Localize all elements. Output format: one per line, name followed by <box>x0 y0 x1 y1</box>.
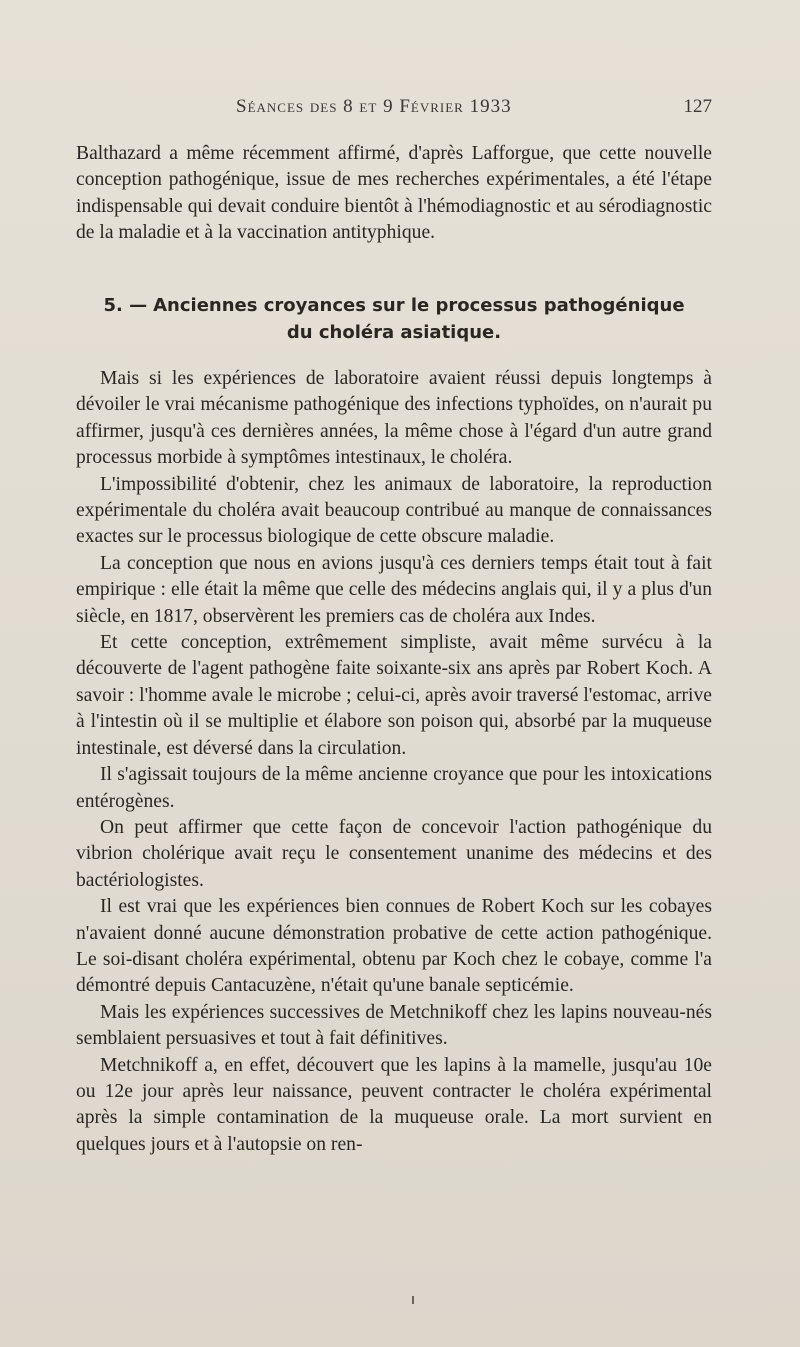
section-title-line2: du choléra asiatique. <box>286 322 502 343</box>
running-head <box>76 96 712 126</box>
print-mark <box>412 1296 414 1304</box>
section-number: 5. — <box>103 295 148 316</box>
body-block <box>76 366 712 1158</box>
page-number: 127 <box>683 96 712 117</box>
running-title: Séances des 8 et 9 Février 1933 <box>236 96 512 117</box>
body-paragraph: L'impossibilité d'obtenir, chez les animaux de laboratoire, la reproduction expérimentale du choléra avait beaucoup contribué au manque de connaissances exactes sur le processus biologique de cette obscure maladie. <box>76 473 712 548</box>
intro-block <box>76 141 712 247</box>
body-paragraph: Il s'agissait toujours de la même ancienne croyance que pour les intoxications entérogènes. <box>76 764 712 812</box>
body-paragraph: Et cette conception, extrêmement simpliste, avait même survécu à la découverte de l'agent pathogène faite soixante-six ans après par Robert Koch. A savoir : l'homme avale le microbe ; celui-ci, après avoir traversé l'estomac, arrive à l'intestin où il se multiplie et élabore son poison qui, absorbé par la muqueuse intestinale, est déversé dans la circulation. <box>76 632 712 759</box>
body-paragraph: On peut affirmer que cette façon de concevoir l'action pathogénique du vibrion cholérique avait reçu le consentement unanime des médecins et des bactériologistes. <box>76 816 712 891</box>
body-paragraph: Mais les expériences successives de Metchnikoff chez les lapins nouveau-nés semblaient persuasives et tout à fait définitives. <box>76 1001 712 1050</box>
body-paragraph: Metchnikoff a, en effet, découvert que les lapins à la mamelle, jusqu'au 10e ou 12e jour après leur naissance, peuvent contracter le choléra expérimental après la simple contamination de la muqueuse orale. La mort survient en quelques jours et à l'autopsie on ren- <box>76 1054 712 1155</box>
section-heading <box>76 292 712 346</box>
body-paragraph: La conception que nous en avions jusqu'à ces derniers temps était tout à fait empirique : elle était la même que celle des médecins anglais qui, il y a plus d'un siècle, en 1817, observèrent les premiers cas de choléra aux Indes. <box>76 552 712 627</box>
intro-paragraph: Balthazard a même récemment affirmé, d'après Lafforgue, que cette nouvelle conception pathogénique, issue de mes recherches expérimentales, a été l'étape indispensable qui devait conduire bientôt à l'hémodiagnostic et au sérodiagnostic de la maladie et à la vaccination antityphique. <box>76 143 712 244</box>
body-paragraph: Mais si les expériences de laboratoire avaient réussi depuis longtemps à dévoiler le vrai mécanisme pathogénique des infections typhoïdes, on n'aurait pu affirmer, jusqu'à ces dernières années, la même chose à l'égard d'un autre grand processus morbide à symptômes intestinaux, le choléra. <box>76 368 712 469</box>
section-title-line1: Anciennes croyances sur le processus pathogénique <box>153 295 685 316</box>
body-paragraph: Il est vrai que les expériences bien connues de Robert Koch sur les cobayes n'avaient donné aucune démonstration probative de cette action pathogénique. Le soi-disant choléra expérimental, obtenu par Koch chez le cobaye, comme l'a démontré depuis Cantacuzène, n'était qu'une banale septicémie. <box>76 896 712 997</box>
section-heading-line1 <box>76 292 712 319</box>
